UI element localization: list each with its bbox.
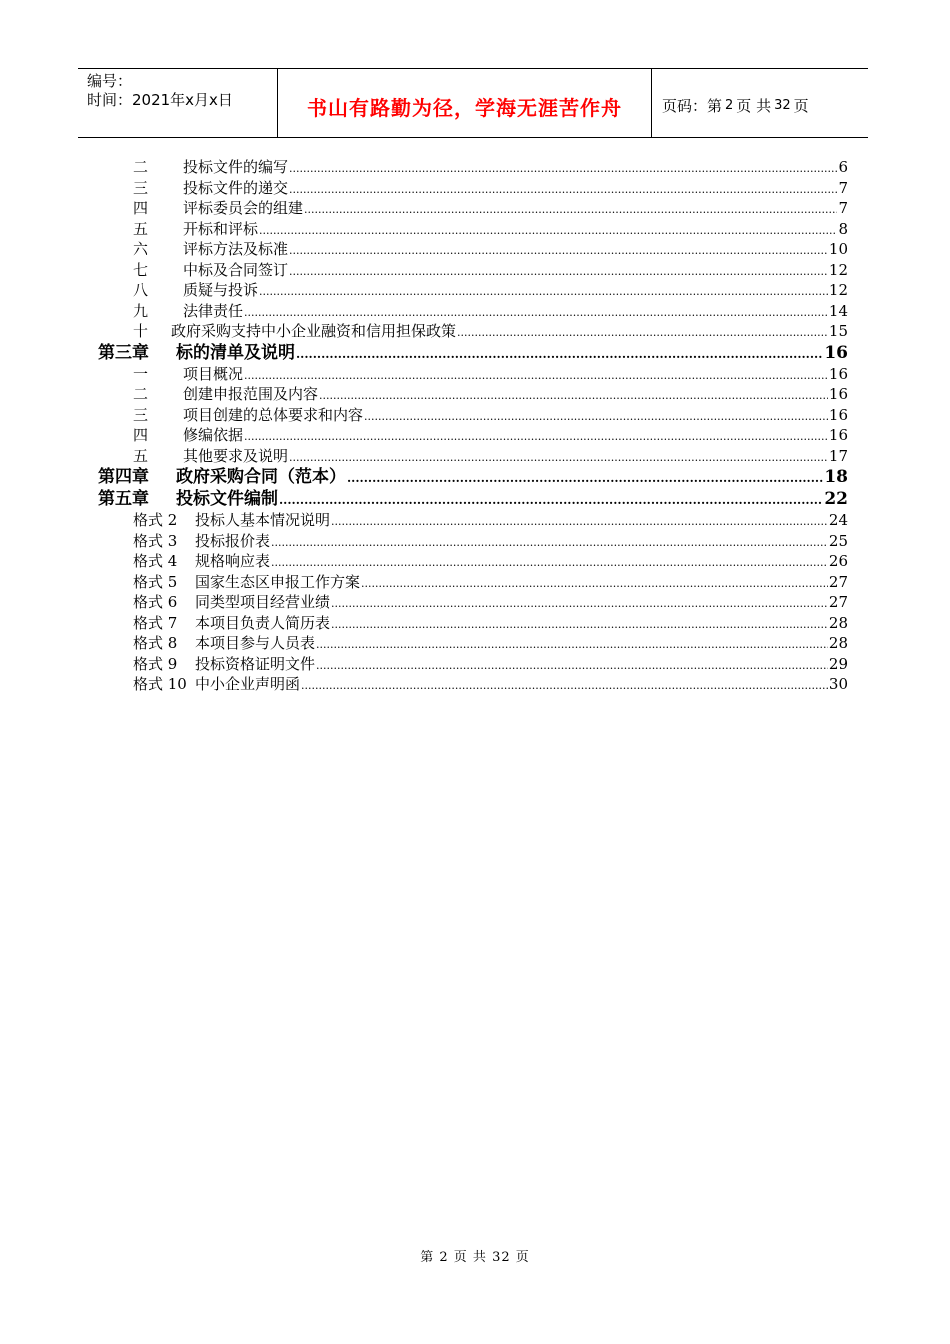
toc-leader-dots [259,282,828,303]
toc-entry-page: 15 [828,322,848,340]
toc-entry[interactable] [98,633,848,654]
footer-current: 2 [439,1250,449,1265]
toc-entry[interactable] [98,342,848,364]
toc-entry-number: 十 [133,322,149,340]
page-current: 2 [725,98,734,113]
toc-entry-title: 国家生态区申报工作方案 [195,572,361,591]
toc-entry-page: 16 [828,426,848,444]
toc-entry-number: 格式 5 [133,572,178,591]
toc-entry-page: 12 [828,260,848,279]
toc-entry[interactable] [98,260,848,281]
table-of-contents [98,157,848,695]
toc-entry[interactable] [98,239,848,260]
serial-label: 编号： [87,72,133,90]
toc-entry-page: 22 [824,489,848,509]
toc-entry-title: 政府采购支持中小企业融资和信用担保政策 [171,322,457,340]
toc-leader-dots [316,635,828,656]
toc-entry-title: 本项目参与人员表 [195,634,316,652]
toc-entry-number: 格式 4 [133,552,178,570]
toc-leader-dots [244,366,828,387]
toc-entry-number: 格式 10 [133,675,187,693]
toc-entry-title: 投标文件编制 [176,489,278,509]
page-total: 32 [774,98,791,113]
page-header [78,68,868,138]
toc-entry[interactable] [98,531,848,552]
toc-entry[interactable] [98,178,848,199]
toc-entry-page: 16 [828,405,848,424]
toc-entry-title: 投标文件的递交 [183,178,289,197]
toc-leader-dots [289,159,837,180]
toc-entry-number: 八 [133,281,149,299]
toc-entry-title: 投标报价表 [195,531,271,550]
toc-entry[interactable] [98,384,848,405]
toc-entry-title: 本项目负责人简历表 [195,613,331,632]
toc-leader-dots [364,407,828,428]
toc-entry-number: 三 [133,178,149,197]
toc-entry-number: 七 [133,260,149,279]
toc-entry[interactable] [98,488,848,510]
toc-entry-number: 四 [133,426,149,444]
toc-entry-number: 二 [133,158,149,176]
toc-entry-title: 投标资格证明文件 [195,654,316,673]
footer-prefix: 第 [420,1250,435,1265]
toc-entry-title: 中标及合同签订 [183,260,289,279]
toc-entry-page: 7 [838,199,848,217]
toc-entry-title: 法律责任 [183,301,244,320]
toc-entry[interactable] [98,613,848,634]
toc-leader-dots [279,489,823,511]
toc-leader-dots [289,262,828,283]
toc-entry-title: 投标文件的编写 [183,158,289,176]
toc-leader-dots [457,323,828,344]
header-motto: 书山有路勤为径，学海无涯苦作舟 [278,69,652,137]
toc-entry[interactable] [98,280,848,301]
toc-entry-title: 质疑与投诉 [183,281,259,299]
toc-entry-number: 第四章 [98,467,149,487]
toc-entry-title: 评标委员会的组建 [183,199,304,217]
toc-entry[interactable] [98,654,848,675]
page-footer [0,1246,950,1265]
toc-leader-dots [331,512,828,533]
toc-entry-number: 四 [133,199,149,217]
toc-entry-title: 创建申报范围及内容 [183,385,319,403]
toc-leader-dots [331,594,828,615]
toc-entry-title: 投标人基本情况说明 [195,511,331,529]
toc-entry-title: 规格响应表 [195,552,271,570]
toc-entry[interactable] [98,551,848,572]
toc-leader-dots [347,467,823,489]
toc-leader-dots [244,303,828,324]
toc-entry-page: 29 [828,654,848,673]
page-mid: 页 共 [736,97,772,115]
toc-entry-page: 16 [828,364,848,383]
date-label: 时间：2021年x月x日 [87,91,233,109]
toc-entry-number: 五 [133,446,149,465]
toc-entry-number: 三 [133,405,149,424]
toc-entry-page: 8 [838,219,848,238]
toc-entry-page: 17 [828,446,848,465]
toc-leader-dots [289,241,828,262]
toc-entry[interactable] [98,364,848,385]
toc-entry[interactable] [98,674,848,695]
toc-entry-title: 开标和评标 [183,219,259,238]
toc-entry-title: 政府采购合同（范本） [176,467,346,487]
toc-entry-page: 25 [828,531,848,550]
toc-entry-number: 二 [133,385,149,403]
toc-entry-number: 六 [133,240,149,258]
toc-entry[interactable] [98,466,848,488]
toc-leader-dots [304,200,837,221]
toc-entry[interactable] [98,425,848,446]
toc-entry-number: 格式 6 [133,593,178,611]
toc-entry[interactable] [98,198,848,219]
toc-entry-page: 24 [828,511,848,529]
toc-entry-page: 6 [838,158,848,176]
toc-entry-page: 26 [828,552,848,570]
toc-leader-dots [259,221,837,242]
toc-entry-page: 12 [828,281,848,299]
header-page-indicator [652,69,868,137]
toc-entry[interactable] [98,510,848,531]
toc-leader-dots [296,343,823,365]
toc-entry-number: 格式 2 [133,511,178,529]
toc-entry-title: 同类型项目经营业绩 [195,593,331,611]
toc-leader-dots [331,615,828,636]
toc-entry[interactable] [98,405,848,426]
toc-entry-page: 18 [824,467,848,487]
toc-entry-page: 27 [828,572,848,591]
toc-entry-title: 其他要求及说明 [183,446,289,465]
toc-entry-page: 28 [828,613,848,632]
toc-entry-number: 格式 9 [133,654,178,673]
toc-leader-dots [289,448,828,469]
toc-entry-number: 格式 7 [133,613,178,632]
toc-entry-page: 16 [824,342,848,363]
toc-entry[interactable] [98,157,848,178]
toc-leader-dots [361,574,828,595]
toc-entry-title: 项目创建的总体要求和内容 [183,405,364,424]
toc-entry[interactable] [98,219,848,240]
toc-entry-number: 五 [133,219,149,238]
toc-entry-title: 中小企业声明函 [195,675,301,693]
toc-leader-dots [271,533,828,554]
toc-entry-number: 第三章 [98,342,149,363]
toc-entry[interactable] [98,592,848,613]
toc-leader-dots [319,386,828,407]
toc-entry[interactable] [98,301,848,322]
page-suffix: 页 [793,97,809,115]
toc-entry-page: 28 [828,634,848,652]
toc-entry-number: 格式 8 [133,634,178,652]
toc-entry[interactable] [98,446,848,467]
toc-entry-page: 10 [828,240,848,258]
footer-suffix: 页 [515,1250,530,1265]
toc-entry-number: 一 [133,364,149,383]
header-left-cell [78,69,278,137]
toc-entry-number: 格式 3 [133,531,178,550]
toc-entry-number: 九 [133,301,149,320]
toc-entry-title: 评标方法及标准 [183,240,289,258]
footer-total: 32 [492,1250,511,1265]
toc-entry-number: 第五章 [98,489,149,509]
toc-leader-dots [244,427,828,448]
toc-leader-dots [271,553,828,574]
toc-entry-page: 27 [828,593,848,611]
toc-entry[interactable] [98,321,848,342]
toc-entry-title: 修编依据 [183,426,244,444]
toc-entry-page: 16 [828,385,848,403]
toc-leader-dots [316,656,828,677]
toc-entry-page: 30 [828,675,848,693]
toc-entry-page: 14 [828,301,848,320]
toc-entry[interactable] [98,572,848,593]
toc-leader-dots [289,180,837,201]
toc-leader-dots [301,676,828,697]
toc-entry-page: 7 [838,178,848,197]
toc-entry-title: 项目概况 [183,364,244,383]
footer-mid: 页 共 [453,1250,487,1265]
page-prefix: 页码：第 [662,97,723,115]
toc-entry-title: 标的清单及说明 [176,342,295,363]
